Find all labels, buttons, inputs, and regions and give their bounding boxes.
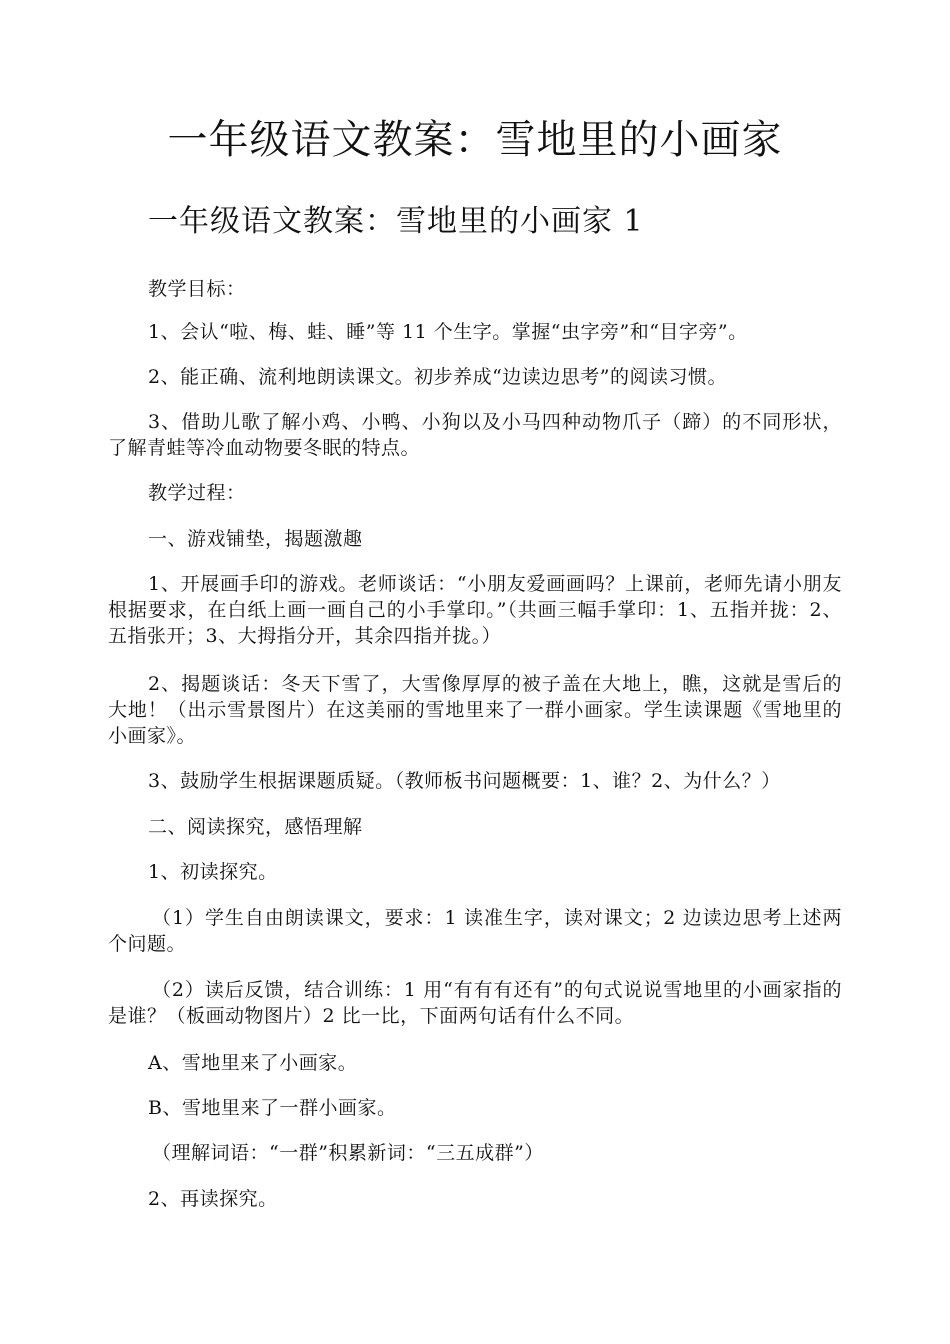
paragraph-goal-1: 1、会认“啦、梅、蛙、睡”等 11 个生字。掌握“虫字旁”和“目字旁”。 [148, 321, 748, 343]
paragraph-part-2-heading: 二、阅读探究，感悟理解 [148, 816, 363, 838]
paragraph-step-3: 3、鼓励学生根据课题质疑。（教师板书问题概要：1、谁？2、为什么？） [148, 770, 781, 792]
paragraph-sentence-b: B、雪地里来了一群小画家。 [148, 1097, 397, 1119]
paragraph-goal-3: 3、借助儿歌了解小鸡、小鸭、小狗以及小马四种动物爪子（蹄）的不同形状，了解青蛙等冷血动物要冬眠的特点。 [108, 411, 842, 459]
paragraph-teaching-goals: 教学目标： [148, 278, 246, 300]
document-title: 一年级语文教案：雪地里的小画家 [167, 117, 783, 163]
section-title: 一年级语文教案：雪地里的小画家 1 [148, 204, 644, 239]
paragraph-step-2: 2、揭题谈话：冬天下雪了，大雪像厚厚的被子盖在大地上，瞧，这就是雪后的大地！（出示雪景图片）在这美丽的雪地里来了一群小画家。学生读课题《雪地里的小画家》。 [108, 673, 842, 747]
paragraph-step-1: 1、开展画手印的游戏。老师谈话：“小朋友爱画画吗？上课前，老师先请小朋友根据要求，在白纸上画一画自己的小手掌印。”（共画三幅手掌印：1、五指并拢：2、五指张开；3、大拇指分开，其余四指并拢。） [108, 573, 842, 647]
paragraph-part-1-heading: 一、游戏铺垫，揭题激趣 [148, 528, 363, 550]
paragraph-sentence-a: A、雪地里来了小画家。 [148, 1052, 358, 1074]
paragraph-sub-1: （1）学生自由朗读课文，要求：1 读准生字，读对课文；2 边读边思考上述两个问题。 [108, 907, 842, 955]
paragraph-vocabulary-note: （理解词语：“一群”积累新词：“三五成群”） [152, 1142, 544, 1164]
paragraph-second-reading: 2、再读探究。 [148, 1188, 278, 1210]
paragraph-teaching-process: 教学过程： [148, 482, 246, 504]
paragraph-sub-2: （2）读后反馈，结合训练：1 用“有有有还有”的句式说说雪地里的小画家指的是谁？（板画动物图片）2 比一比，下面两句话有什么不同。 [108, 979, 842, 1027]
paragraph-first-reading: 1、初读探究。 [148, 861, 278, 883]
paragraph-goal-2: 2、能正确、流利地朗读课文。初步养成“边读边思考”的阅读习惯。 [148, 366, 728, 388]
